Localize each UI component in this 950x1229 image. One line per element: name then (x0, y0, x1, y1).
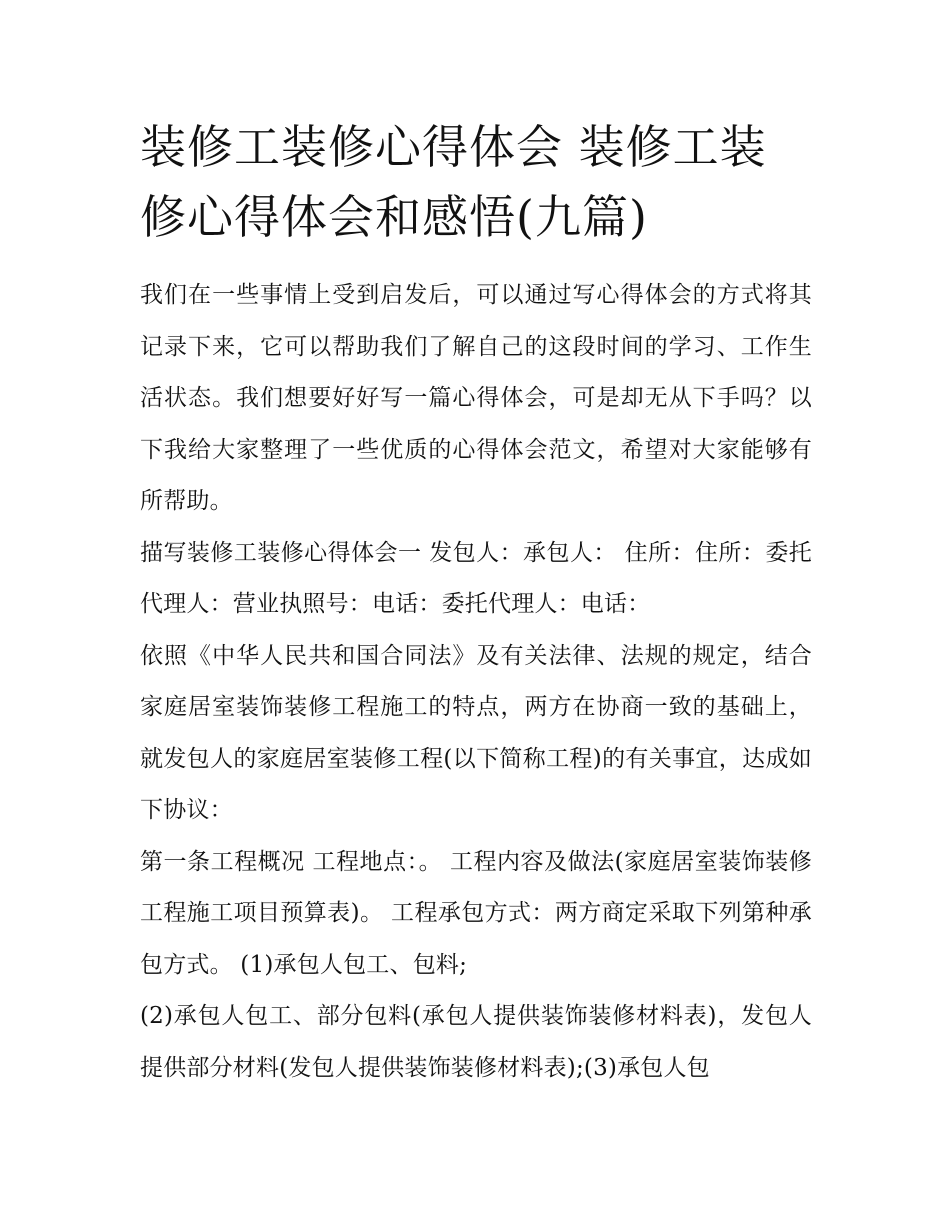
document-title: 装修工装修心得体会 装修工装修心得体会和感悟(九篇) (140, 120, 767, 244)
paragraph-article-one: 第一条工程概况 工程地点：。 工程内容及做法(家庭居室装饰装修工程施工项目预算表)。 工程承包方式：两方商定采取下列第种承包方式。 (1)承包人包工、包料; (140, 848, 812, 978)
paragraph-contract-options: (2)承包人包工、部分包料(承包人提供装饰装修材料表)，发包人提供部分材料(发包人提供装饰装修材料表);(3)承包人包 (140, 1003, 812, 1081)
paragraph-legal-basis: 依照《中华人民共和国合同法》及有关法律、法规的规定，结合家庭居室装饰装修工程施工的特点，两方在协商一致的基础上，就发包人的家庭居室装修工程(以下简称工程)的有关事宜，达成如下协议： (140, 642, 812, 823)
paragraph-parties: 描写装修工装修心得体会一 发包人：承包人： 住所：住所：委托代理人：营业执照号：电话：委托代理人：电话： (140, 539, 812, 617)
paragraph-intro: 我们在一些事情上受到启发后，可以通过写心得体会的方式将其记录下来，它可以帮助我们了解自己的这段时间的学习、工作生活状态。我们想要好好写一篇心得体会，可是却无从下手吗？以下我给大家整理了一些优质的心得体会范文，希望对大家能够有所帮助。 (140, 282, 812, 514)
document-body (140, 112, 812, 1094)
